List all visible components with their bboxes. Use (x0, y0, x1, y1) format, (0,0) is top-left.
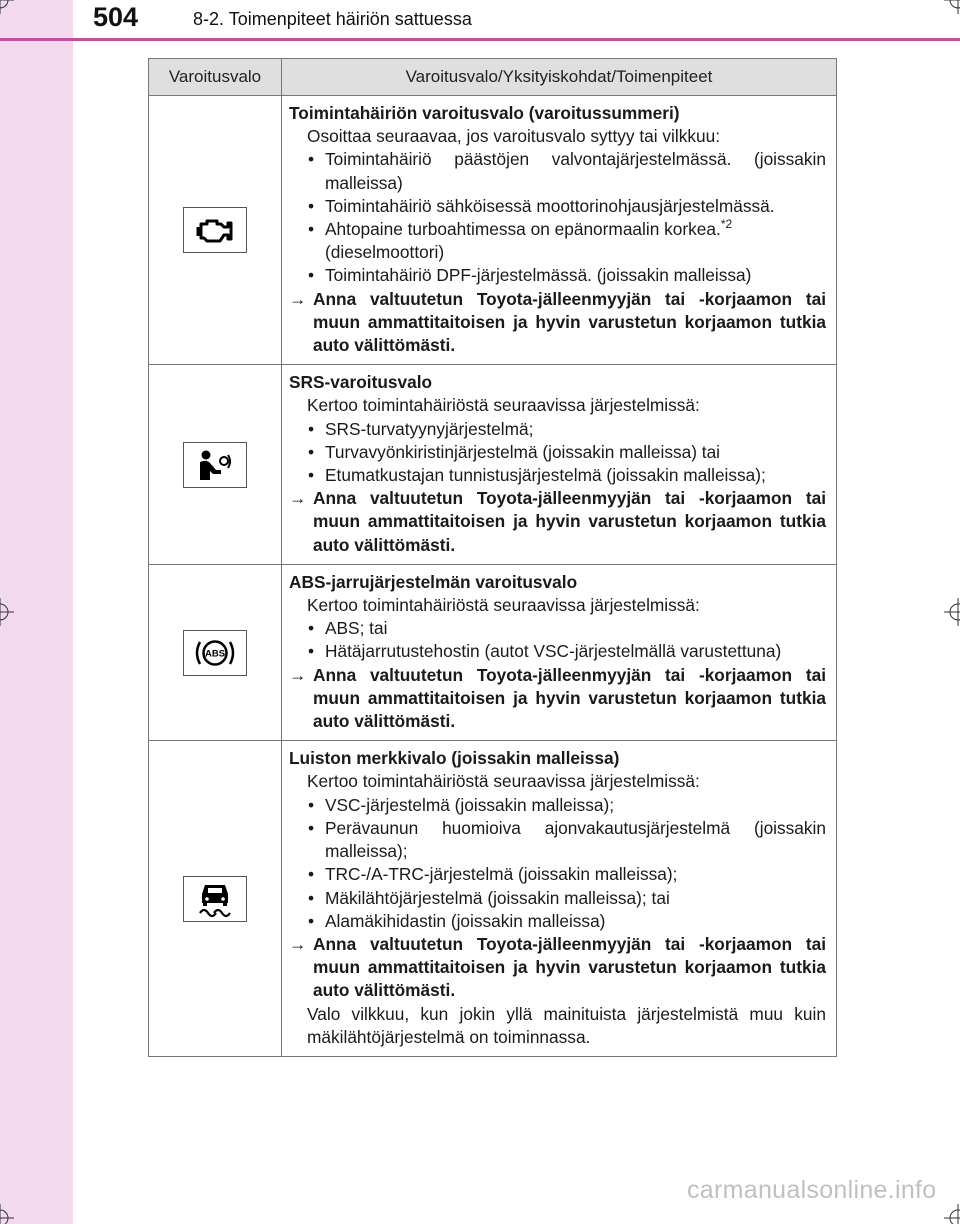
crop-mark-top-left (0, 0, 14, 14)
table-row (149, 564, 837, 740)
details-cell (282, 564, 837, 740)
crop-mark-top-right (944, 0, 960, 14)
crop-mark-mid-right (944, 598, 960, 626)
icon-cell (149, 365, 282, 565)
list-item: • Toimintahäiriö päästöjen valvontajärjestelmässä. (joissakin malleissa) (289, 148, 826, 194)
header-divider (0, 38, 960, 41)
footnote-ref: *2 (720, 217, 733, 232)
icon-cell (149, 741, 282, 1057)
arrow-icon: → (289, 664, 307, 685)
arrow-icon: → (289, 488, 307, 509)
crop-mark-bottom-left (0, 1204, 14, 1224)
list-item: • Etumatkustajan tunnistusjärjestelmä (joissakin malleissa); (289, 464, 826, 487)
action-instruction (289, 933, 826, 1003)
action-text: Anna valtuutetun Toyota-jälleenmyyjän tai -korjaamon tai muun ammattitaitoisen ja hyvin varustetun korjaamon tutkia auto välittömästi. (313, 664, 826, 732)
page-number: 504 (93, 2, 139, 32)
action-instruction (289, 288, 826, 358)
list-item-text: Ahtopaine turboahtimessa on epänormaalin korkea. (325, 219, 721, 240)
action-instruction (289, 487, 826, 557)
row-intro: Kertoo toimintahäiriöstä seuraavissa järjestelmissä: (307, 771, 700, 792)
list-item: • Perävaunun huomioiva ajonvakautusjärjestelmä (joissakin malleissa); (289, 817, 826, 863)
row-intro: Kertoo toimintahäiriöstä seuraavissa järjestelmissä: (307, 595, 700, 616)
action-text: Anna valtuutetun Toyota-jälleenmyyjän tai -korjaamon tai muun ammattitaitoisen ja hyvin varustetun korjaamon tutkia auto välittömästi. (313, 288, 826, 356)
action-instruction (289, 664, 826, 734)
arrow-icon: → (289, 288, 307, 309)
check-engine-icon (183, 207, 247, 253)
table-row (149, 741, 837, 1057)
table-row (149, 365, 837, 565)
row-intro: Kertoo toimintahäiriöstä seuraavissa järjestelmissä: (307, 395, 700, 416)
column-header-details: Varoitusvalo/Yksityiskohdat/Toimenpiteet (282, 59, 837, 96)
footer-watermark: carmanualsonline.info (687, 1176, 937, 1204)
list-item-continuation: (dieselmoottori) (325, 242, 445, 263)
row-intro: Osoittaa seuraavaa, jos varoitusvalo syttyy tai vilkkuu: (307, 126, 721, 147)
bullet-list (289, 794, 826, 933)
row-title: SRS-varoitusvalo (289, 372, 433, 393)
slip-indicator-icon (183, 876, 247, 922)
list-item (289, 218, 826, 264)
list-item: • Mäkilähtöjärjestelmä (joissakin malleissa); tai (289, 887, 826, 910)
table-row (149, 96, 837, 365)
list-item: • TRC-/A-TRC-järjestelmä (joissakin malleissa); (289, 863, 826, 886)
list-item: • Hätäjarrutustehostin (autot VSC-järjestelmällä varustettuna) (289, 640, 826, 663)
row-title: Toimintahäiriön varoitusvalo (varoitussummeri) (289, 103, 680, 123)
bullet-list (289, 617, 826, 663)
warning-light-table (148, 58, 837, 1057)
arrow-icon: → (289, 933, 307, 954)
abs-icon (183, 630, 247, 676)
column-header-warning-light: Varoitusvalo (149, 59, 282, 96)
row-note: Valo vilkkuu, kun jokin yllä mainituista järjestelmistä muu kuin mäkilähtöjärjestelmä on toiminnassa. (307, 1003, 826, 1047)
details-cell (282, 365, 837, 565)
list-item: • VSC-järjestelmä (joissakin malleissa); (289, 794, 826, 817)
icon-cell (149, 564, 282, 740)
list-item: • ABS; tai (289, 617, 826, 640)
action-text: Anna valtuutetun Toyota-jälleenmyyjän tai -korjaamon tai muun ammattitaitoisen ja hyvin varustetun korjaamon tutkia auto välittömästi. (313, 488, 826, 555)
table-header-row (149, 59, 837, 96)
details-cell (282, 96, 837, 365)
list-item: • Toimintahäiriö DPF-järjestelmässä. (joissakin malleissa) (289, 264, 826, 287)
list-item: • Toimintahäiriö sähköisessä moottorinohjausjärjestelmässä. (289, 195, 826, 218)
details-cell (282, 741, 837, 1057)
list-item: • Turvavyönkiristinjärjestelmä (joissakin malleissa) tai (289, 441, 826, 464)
abs-icon-label: ABS (204, 648, 226, 660)
srs-airbag-icon (183, 442, 247, 488)
row-title: Luiston merkkivalo (joissakin malleissa) (289, 748, 620, 769)
section-title: 8-2. Toimenpiteet häiriön sattuessa (193, 9, 472, 29)
list-item: • SRS-turvatyynyjärjestelmä; (289, 418, 826, 441)
action-text: Anna valtuutetun Toyota-jälleenmyyjän tai -korjaamon tai muun ammattitaitoisen ja hyvin varustetun korjaamon tutkia auto välittömästi. (313, 933, 826, 1001)
list-item: • Alamäkihidastin (joissakin malleissa) (289, 910, 826, 933)
crop-mark-bottom-right (944, 1204, 960, 1224)
icon-cell (149, 96, 282, 365)
bullet-list (289, 148, 826, 287)
row-title: ABS-jarrujärjestelmän varoitusvalo (289, 571, 578, 592)
bullet-list (289, 418, 826, 488)
crop-mark-mid-left (0, 598, 14, 626)
